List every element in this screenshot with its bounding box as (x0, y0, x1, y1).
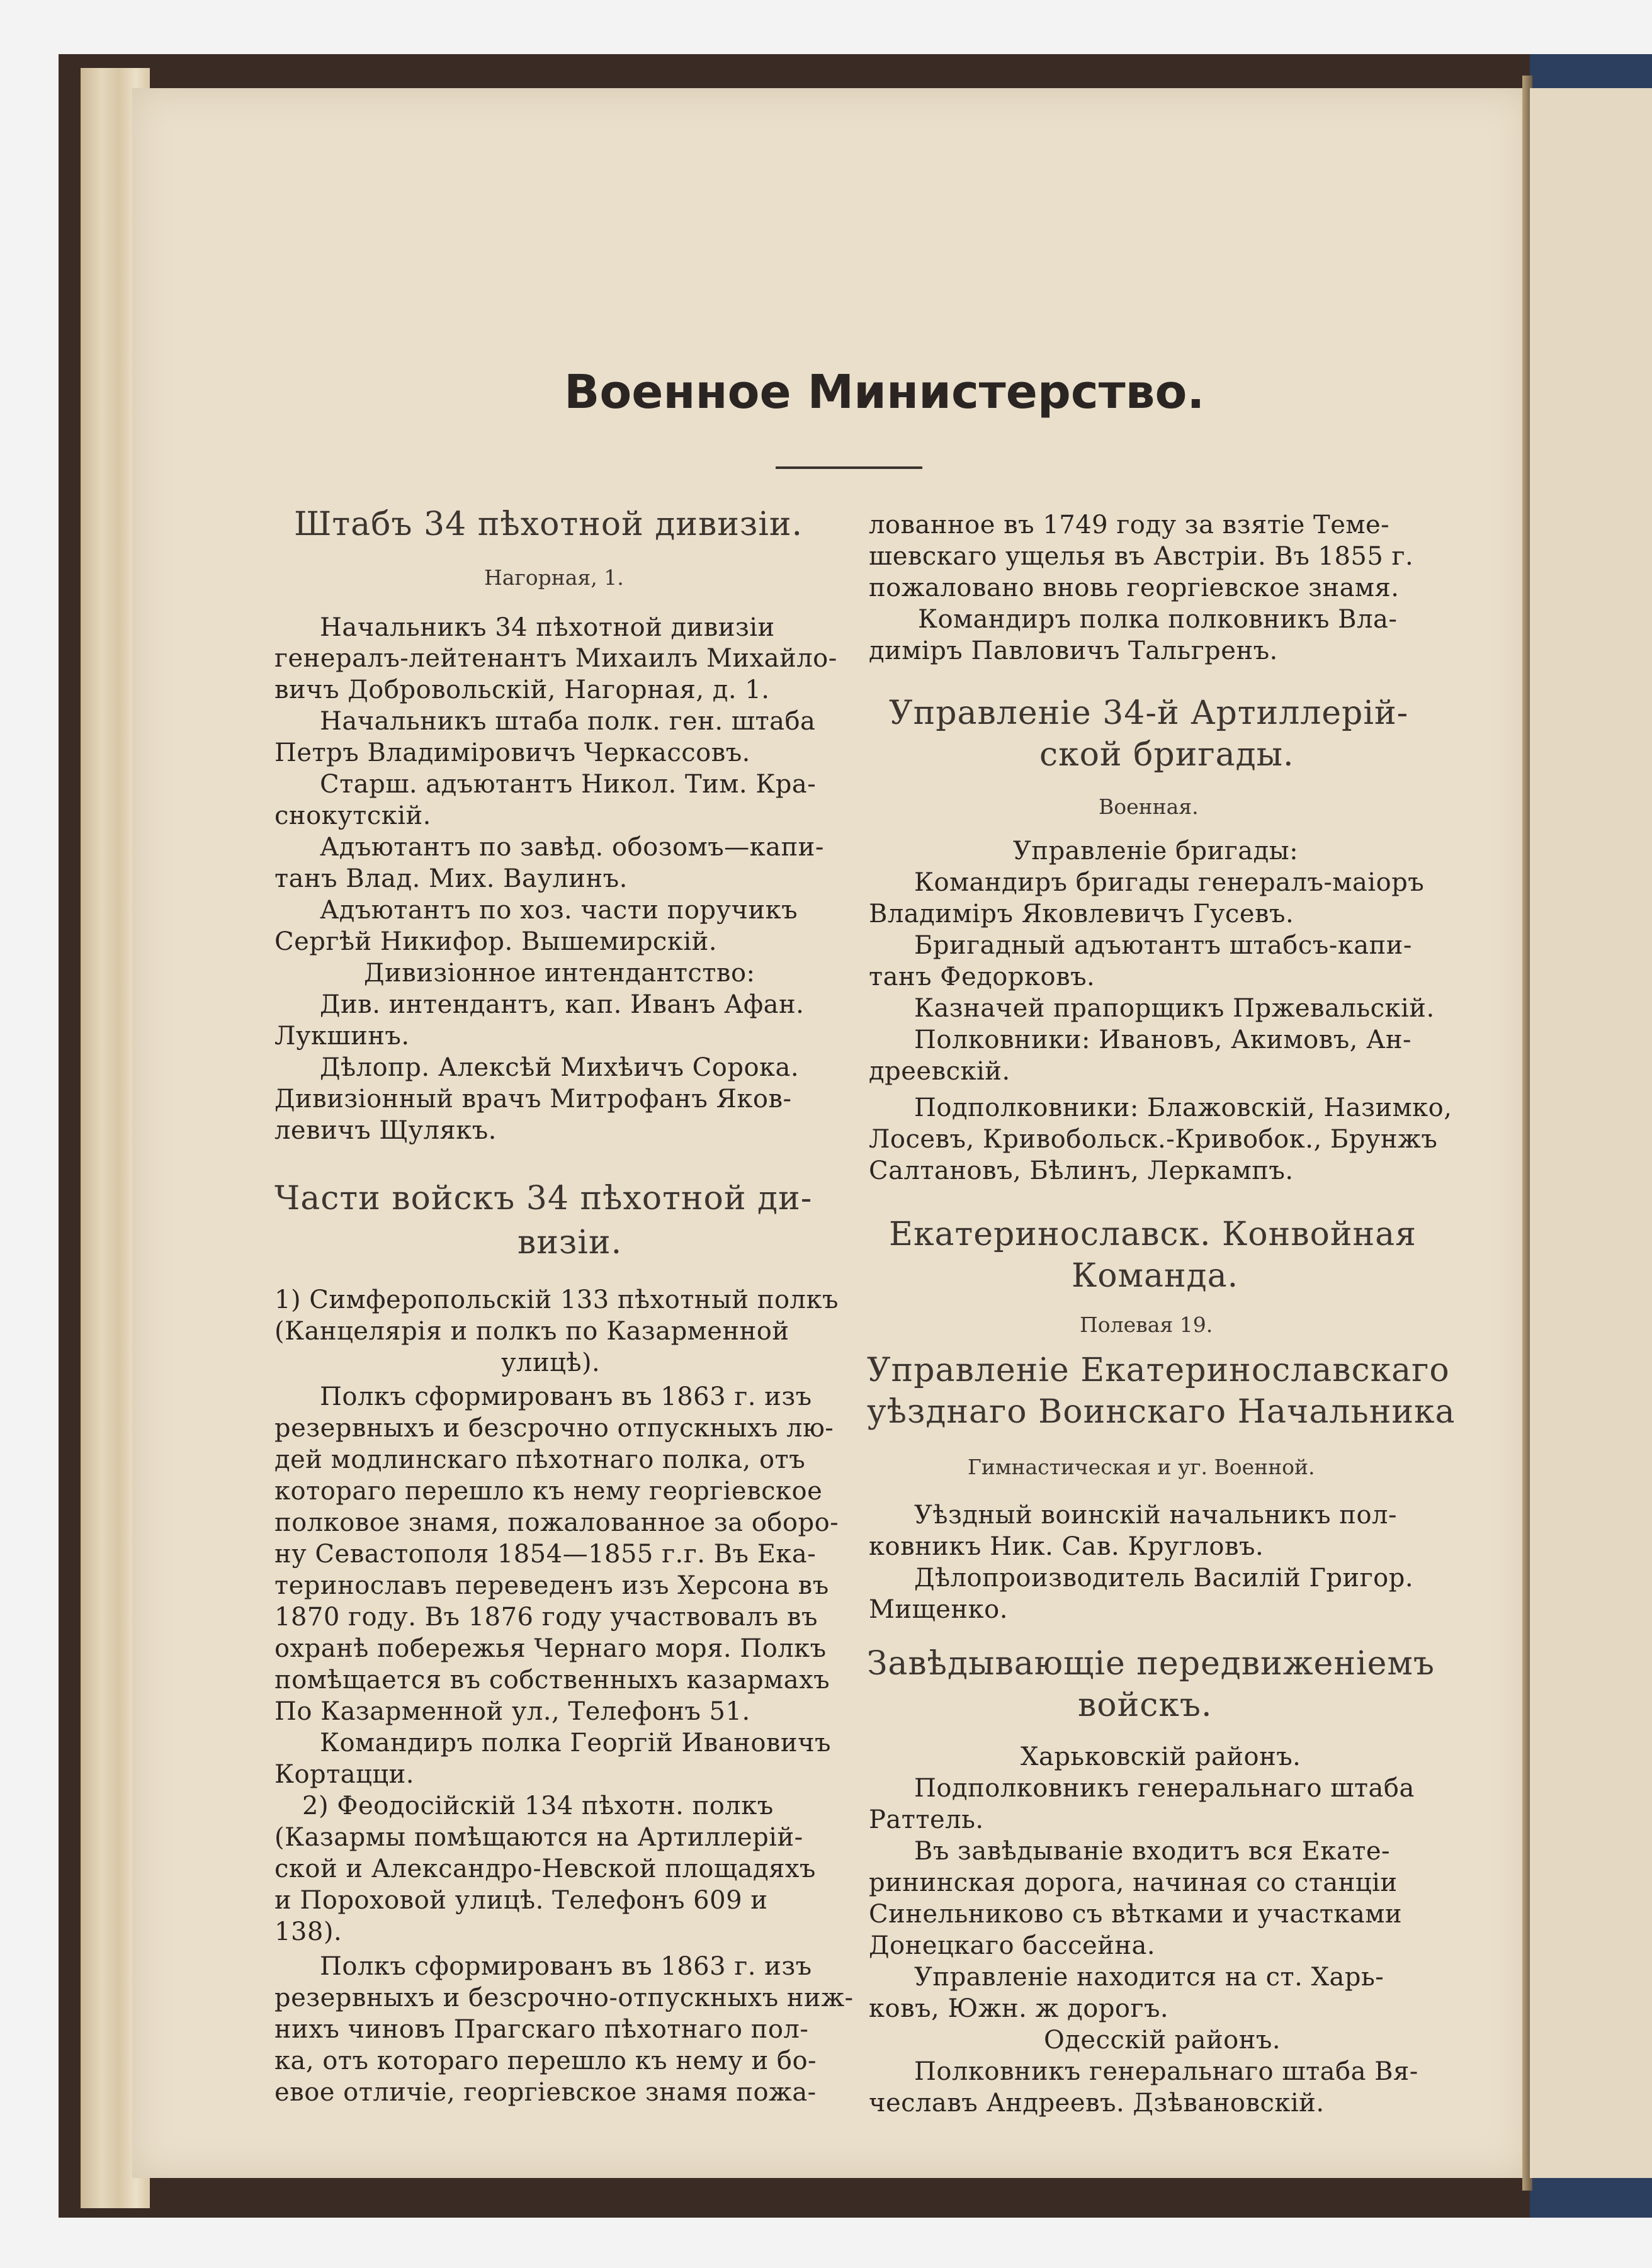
text-line: ка, отъ котораго перешло къ нему и бо- (274, 2046, 817, 2075)
section-heading: Екатеринославск. Конвойная (889, 1216, 1417, 1253)
text-line: Донецкаго бассейна. (869, 1931, 1156, 1960)
text-line: чеславъ Андреевъ. Дзѣвановскій. (869, 2089, 1325, 2118)
text-line: Петръ Владиміровичъ Черкассовъ. (274, 738, 750, 767)
text-line: Казначей прапорщикъ Пржевальскій. (914, 994, 1435, 1023)
text-line: Одесскій районъ. (1044, 2026, 1281, 2055)
text-line: генералъ-лейтенантъ Михаилъ Михайло- (274, 644, 837, 673)
text-line: Дивизіонное интендантство: (364, 959, 755, 988)
section-heading: уѣзднаго Воинскаго Начальника (867, 1393, 1456, 1431)
text-line: ковъ, Южн. ж дорогъ. (869, 1994, 1169, 2023)
section-heading: Завѣдывающіе передвиженіемъ (867, 1645, 1435, 1683)
text-line: евое отличіе, георгіевское знамя пожа- (274, 2078, 817, 2107)
section-heading: Команда. (1072, 1257, 1239, 1295)
text-line: Дивизіонный врачъ Митрофанъ Яков- (274, 1085, 792, 1114)
text-line: Раттель. (869, 1805, 984, 1834)
text-line: помѣщается въ собственныхъ казармахъ (274, 1666, 830, 1695)
text-line: диміръ Павловичъ Тальгренъ. (869, 636, 1278, 665)
text-line: Подполковникъ генеральнаго штаба (914, 1774, 1415, 1803)
text-line: Уѣздный воинскій начальникъ пол- (914, 1501, 1397, 1530)
text-line: Управленіе бригады: (1013, 837, 1299, 866)
text-line: Командиръ полка Георгій Ивановичъ (320, 1729, 831, 1757)
text-line: Харьковскій районъ. (1021, 1742, 1301, 1771)
cover-cloth-bottom (1530, 2178, 1652, 2218)
text-line: Дѣлопр. Алексѣй Михѣичъ Сорока. (320, 1053, 800, 1082)
text-line: Командиръ бригады генералъ-маіоръ (914, 868, 1425, 897)
section-address: Военная. (1099, 794, 1199, 819)
text-line: вичъ Добровольскій, Нагорная, д. 1. (274, 675, 770, 704)
text-line: 1) Симферопольскій 133 пѣхотный полкъ (274, 1285, 839, 1314)
text-line: Подполковники: Блажовскій, Назимко, (914, 1093, 1452, 1122)
text-line: и Пороховой улицѣ. Телефонъ 609 и (274, 1886, 768, 1915)
cover-cloth-top (1530, 54, 1652, 89)
text-line: ковникъ Ник. Сав. Кругловъ. (869, 1532, 1264, 1561)
section-address: Нагорная, 1. (484, 565, 624, 590)
text-line: Въ завѣдываніе входитъ вся Екате- (914, 1837, 1391, 1866)
text-line: полковое знамя, пожалованное за оборо- (274, 1508, 839, 1537)
text-line: По Казарменной ул., Телефонъ 51. (274, 1697, 750, 1726)
section-address: Гимнастическая и уг. Военной. (968, 1455, 1315, 1479)
text-line: 2) Феодосійскій 134 пѣхотн. полкъ (302, 1791, 774, 1820)
text-line: лованное въ 1749 году за взятіе Теме- (869, 511, 1390, 539)
text-line: Владиміръ Яковлевичъ Гусевъ. (869, 900, 1294, 928)
text-line: Полковники: Ивановъ, Акимовъ, Ан- (914, 1025, 1412, 1054)
section-heading: Части войскъ 34 пѣхотной ди- (274, 1180, 813, 1217)
text-line: 138). (274, 1917, 342, 1946)
text-line: улицѣ). (501, 1348, 601, 1377)
text-line: нихъ чиновъ Прагскаго пѣхотнаго пол- (274, 2015, 809, 2044)
text-line: Командиръ полка полковникъ Вла- (918, 605, 1398, 634)
section-heading: ской бригады. (1039, 736, 1294, 774)
text-line: дей модлинскаго пѣхотнаго полка, отъ (274, 1445, 806, 1474)
text-line: пожаловано вновь георгіевское знамя. (869, 573, 1400, 602)
text-line: Адъютантъ по завѣд. обозомъ—капи- (320, 833, 824, 862)
text-line: Мищенко. (869, 1595, 1008, 1624)
text-line: (Канцелярія и полкъ по Казарменной (274, 1317, 789, 1346)
text-line: Лукшинъ. (274, 1022, 410, 1051)
text-line: Адъютантъ по хоз. части поручикъ (320, 896, 798, 925)
text-line: ну Севастополя 1854—1855 г.г. Въ Ека- (274, 1540, 817, 1569)
text-line: шевскаго ущелья въ Австріи. Въ 1855 г. (869, 542, 1414, 571)
text-line: снокутскій. (274, 801, 431, 830)
text-line: (Казармы помѣщаются на Артиллерій- (274, 1823, 803, 1852)
text-line: Кортацци. (274, 1760, 414, 1789)
title-rule (776, 466, 922, 469)
text-line: Див. интендантъ, кап. Иванъ Афан. (320, 990, 805, 1019)
section-heading: войскъ. (1078, 1686, 1213, 1724)
text-line: Сергѣй Никифор. Вышемирскій. (274, 927, 718, 956)
text-line: Начальникъ штаба полк. ген. штаба (320, 707, 816, 736)
text-line: охранѣ побережья Чернаго моря. Полкъ (274, 1634, 827, 1663)
text-line: Старш. адъютантъ Никол. Тим. Кра- (320, 770, 817, 799)
text-line: Дѣлопроизводитель Василій Григор. (914, 1564, 1414, 1593)
text-line: Салтановъ, Бѣлинъ, Леркампъ. (869, 1156, 1294, 1185)
section-heading: визіи. (518, 1224, 623, 1261)
text-line: теринославъ переведенъ изъ Херсона въ (274, 1571, 829, 1600)
text-line: танъ Федорковъ. (869, 962, 1095, 991)
text-line: Синельниково съ вѣтками и участками (869, 1900, 1403, 1929)
text-line: котораго перешло къ нему георгіевское (274, 1477, 823, 1506)
text-line: дреевскій. (869, 1057, 1010, 1086)
text-line: 1870 году. Въ 1876 году участвовалъ въ (274, 1603, 818, 1632)
section-heading: Управленіе Екатеринославскаго (867, 1351, 1450, 1389)
text-line: Управленіе находится на ст. Харь- (914, 1963, 1384, 1992)
text-line: Полкъ сформированъ въ 1863 г. изъ (320, 1952, 812, 1981)
section-address: Полевая 19. (1080, 1312, 1213, 1337)
text-line: резервныхъ и безсрочно отпускныхъ лю- (274, 1414, 834, 1443)
text-line: Бригадный адъютантъ штабсъ-капи- (914, 931, 1412, 960)
text-line: Полковникъ генеральнаго штаба Вя- (914, 2057, 1418, 2086)
text-line: Начальникъ 34 пѣхотной дивизіи (320, 613, 775, 642)
page-title: Военное Министерство. (564, 365, 1205, 419)
text-line: резервныхъ и безсрочно-отпускныхъ ниж- (274, 1983, 854, 2012)
facing-page (1530, 88, 1652, 2178)
text-line: танъ Влад. Мих. Ваулинъ. (274, 864, 628, 893)
text-line: рининская дорога, начиная со станціи (869, 1868, 1398, 1897)
text-line: Лосевъ, Кривобольск.-Кривобок., Брунжъ (869, 1125, 1438, 1154)
section-heading: Штабъ 34 пѣхотной дивизіи. (294, 505, 803, 543)
section-heading: Управленіе 34-й Артиллерій- (889, 694, 1409, 732)
text-line: Полкъ сформированъ въ 1863 г. изъ (320, 1382, 812, 1411)
text-line: ской и Александро-Невской площадяхъ (274, 1854, 816, 1883)
text-line: левичъ Щулякъ. (274, 1116, 497, 1145)
